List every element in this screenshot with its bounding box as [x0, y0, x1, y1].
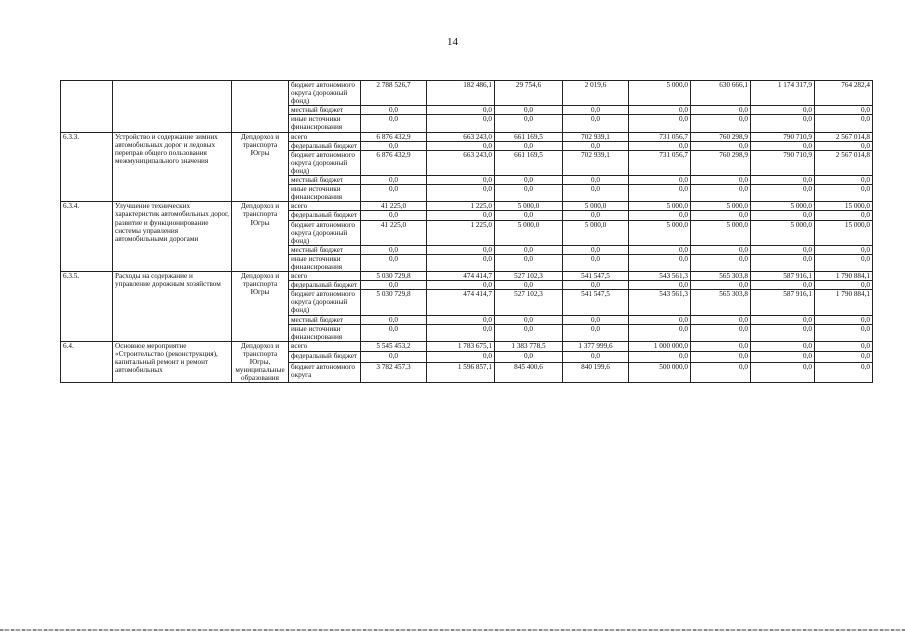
funding-source-cell: федеральный бюджет	[289, 281, 361, 290]
value-cell: 661 169,5	[495, 150, 563, 175]
value-cell: 0,0	[815, 211, 873, 220]
value-cell: 0,0	[815, 324, 873, 341]
value-cell: 663 243,0	[427, 150, 495, 175]
value-cell: 0,0	[691, 211, 751, 220]
value-cell: 0,0	[751, 176, 815, 185]
value-cell: 0,0	[815, 281, 873, 290]
value-cell: 6 876 432,9	[361, 150, 427, 175]
value-cell: 5 000,0	[691, 202, 751, 211]
funding-source-cell: местный бюджет	[289, 315, 361, 324]
funding-source-cell: федеральный бюджет	[289, 211, 361, 220]
value-cell: 5 000,0	[495, 220, 563, 245]
code-cell: 6.3.5.	[61, 272, 113, 342]
value-cell: 0,0	[815, 176, 873, 185]
value-cell: 1 790 884,1	[815, 290, 873, 315]
value-cell: 587 916,1	[751, 290, 815, 315]
value-cell: 0,0	[563, 324, 629, 341]
value-cell: 0,0	[629, 141, 691, 150]
funding-source-cell: иные источники финансирования	[289, 254, 361, 271]
value-cell: 0,0	[815, 315, 873, 324]
value-cell: 5 000,0	[751, 202, 815, 211]
executor-cell: Депдорхоз и транспорта Югры, муниципальные образования	[232, 341, 289, 382]
value-cell: 0,0	[361, 141, 427, 150]
value-cell: 0,0	[751, 363, 815, 383]
code-cell: 6.3.4.	[61, 202, 113, 272]
value-cell: 0,0	[495, 281, 563, 290]
value-cell: 0,0	[361, 352, 427, 363]
funding-source-cell: бюджет автономного округа (дорожный фонд)	[289, 220, 361, 245]
value-cell: 0,0	[815, 245, 873, 254]
measure-name-cell: Устройство и содержание зимних автомобильных дорог и ледовых переправ общего пользования межмуниципального значения	[113, 132, 232, 202]
value-cell: 0,0	[563, 185, 629, 202]
value-cell: 0,0	[691, 254, 751, 271]
value-cell: 0,0	[691, 141, 751, 150]
value-cell: 731 056,7	[629, 132, 691, 141]
value-cell: 0,0	[563, 281, 629, 290]
value-cell: 0,0	[691, 341, 751, 352]
value-cell: 0,0	[361, 324, 427, 341]
value-cell: 0,0	[751, 315, 815, 324]
value-cell: 0,0	[751, 185, 815, 202]
executor-cell: Депдорхоз и транспорта Югры	[232, 202, 289, 272]
value-cell: 0,0	[815, 341, 873, 352]
value-cell: 500 000,0	[629, 363, 691, 383]
value-cell: 5 000,0	[629, 202, 691, 211]
value-cell: 541 547,5	[563, 272, 629, 281]
value-cell: 0,0	[495, 211, 563, 220]
value-cell: 0,0	[691, 245, 751, 254]
value-cell: 1 000 000,0	[629, 341, 691, 352]
value-cell: 2 019,6	[563, 81, 629, 106]
value-cell: 0,0	[563, 115, 629, 132]
value-cell: 5 000,0	[495, 202, 563, 211]
value-cell: 182 486,1	[427, 81, 495, 106]
funding-source-cell: местный бюджет	[289, 106, 361, 115]
value-cell: 41 225,0	[361, 220, 427, 245]
value-cell: 0,0	[361, 211, 427, 220]
funding-source-cell: иные источники финансирования	[289, 185, 361, 202]
value-cell: 0,0	[495, 352, 563, 363]
value-cell: 0,0	[563, 352, 629, 363]
value-cell: 760 298,9	[691, 132, 751, 141]
funding-source-cell: всего	[289, 341, 361, 352]
funding-source-cell: бюджет автономного округа (дорожный фонд)	[289, 290, 361, 315]
value-cell: 0,0	[427, 141, 495, 150]
value-cell: 2 567 014,8	[815, 132, 873, 141]
value-cell: 0,0	[495, 141, 563, 150]
value-cell: 0,0	[815, 185, 873, 202]
value-cell: 0,0	[563, 141, 629, 150]
value-cell: 630 666,1	[691, 81, 751, 106]
value-cell: 0,0	[427, 211, 495, 220]
value-cell: 0,0	[427, 281, 495, 290]
value-cell: 0,0	[427, 115, 495, 132]
value-cell: 5 545 453,2	[361, 341, 427, 352]
value-cell: 0,0	[361, 245, 427, 254]
value-cell: 0,0	[691, 185, 751, 202]
value-cell: 6 876 432,9	[361, 132, 427, 141]
value-cell: 0,0	[427, 106, 495, 115]
value-cell: 1 383 778,5	[495, 341, 563, 352]
value-cell: 790 710,9	[751, 132, 815, 141]
value-cell: 0,0	[815, 141, 873, 150]
value-cell: 790 710,9	[751, 150, 815, 175]
value-cell: 661 169,5	[495, 132, 563, 141]
value-cell: 543 561,3	[629, 290, 691, 315]
executor-cell: Депдорхоз и транспорта Югры	[232, 132, 289, 202]
value-cell: 543 561,3	[629, 272, 691, 281]
value-cell: 702 939,1	[563, 150, 629, 175]
value-cell: 5 000,0	[563, 220, 629, 245]
value-cell: 0,0	[495, 106, 563, 115]
value-cell: 0,0	[751, 324, 815, 341]
funding-source-cell: бюджет автономного округа	[289, 363, 361, 383]
value-cell: 527 102,3	[495, 272, 563, 281]
value-cell: 0,0	[629, 254, 691, 271]
value-cell: 0,0	[629, 324, 691, 341]
funding-source-cell: иные источники финансирования	[289, 324, 361, 341]
budget-table	[60, 80, 873, 383]
value-cell: 0,0	[563, 176, 629, 185]
value-cell: 0,0	[563, 211, 629, 220]
value-cell: 5 030 729,8	[361, 290, 427, 315]
value-cell: 1 225,0	[427, 202, 495, 211]
value-cell: 3 782 457,3	[361, 363, 427, 383]
value-cell: 474 414,7	[427, 272, 495, 281]
value-cell: 0,0	[691, 352, 751, 363]
value-cell: 565 303,8	[691, 290, 751, 315]
value-cell: 0,0	[691, 106, 751, 115]
value-cell: 0,0	[495, 254, 563, 271]
table-row	[61, 132, 873, 141]
value-cell: 0,0	[691, 115, 751, 132]
value-cell: 0,0	[361, 185, 427, 202]
value-cell: 1 596 857,1	[427, 363, 495, 383]
value-cell: 0,0	[427, 245, 495, 254]
value-cell: 0,0	[691, 315, 751, 324]
value-cell: 541 547,5	[563, 290, 629, 315]
value-cell: 0,0	[427, 315, 495, 324]
value-cell: 0,0	[361, 106, 427, 115]
value-cell: 5 000,0	[751, 220, 815, 245]
value-cell: 0,0	[495, 315, 563, 324]
page-number: 14	[447, 36, 458, 48]
value-cell: 0,0	[495, 176, 563, 185]
value-cell: 0,0	[629, 115, 691, 132]
value-cell: 565 303,8	[691, 272, 751, 281]
measure-name-cell: Основное мероприятие «Строительство (реконструкция), капитальный ремонт и ремонт автомобильных	[113, 341, 232, 382]
value-cell: 0,0	[629, 176, 691, 185]
funding-source-cell: федеральный бюджет	[289, 141, 361, 150]
value-cell: 0,0	[629, 185, 691, 202]
executor-cell	[232, 81, 289, 133]
value-cell: 0,0	[563, 106, 629, 115]
value-cell: 0,0	[691, 324, 751, 341]
value-cell: 0,0	[691, 176, 751, 185]
value-cell: 0,0	[751, 352, 815, 363]
value-cell: 840 199,6	[563, 363, 629, 383]
value-cell: 0,0	[361, 281, 427, 290]
value-cell: 0,0	[629, 315, 691, 324]
value-cell: 0,0	[751, 115, 815, 132]
value-cell: 0,0	[751, 141, 815, 150]
value-cell: 1 225,0	[427, 220, 495, 245]
funding-source-cell: всего	[289, 132, 361, 141]
value-cell: 5 000,0	[629, 81, 691, 106]
table-row	[61, 341, 873, 352]
continuation-row	[61, 81, 873, 106]
value-cell: 0,0	[427, 254, 495, 271]
value-cell: 0,0	[495, 115, 563, 132]
value-cell: 702 939,1	[563, 132, 629, 141]
funding-source-cell: федеральный бюджет	[289, 352, 361, 363]
value-cell: 0,0	[691, 281, 751, 290]
value-cell: 0,0	[495, 185, 563, 202]
code-cell: 6.4.	[61, 341, 113, 382]
value-cell: 2 788 526,7	[361, 81, 427, 106]
value-cell: 5 000,0	[563, 202, 629, 211]
value-cell: 0,0	[629, 245, 691, 254]
value-cell: 0,0	[751, 106, 815, 115]
value-cell: 0,0	[629, 281, 691, 290]
value-cell: 1 377 999,6	[563, 341, 629, 352]
value-cell: 0,0	[427, 185, 495, 202]
value-cell: 0,0	[691, 363, 751, 383]
code-cell: 6.3.3.	[61, 132, 113, 202]
value-cell: 0,0	[751, 254, 815, 271]
value-cell: 41 225,0	[361, 202, 427, 211]
value-cell: 1 783 675,1	[427, 341, 495, 352]
measure-name-cell: Улучшение технических характеристик автомобильных дорог, развитие и функционирование системы управления автомобильными дорогами	[113, 202, 232, 272]
value-cell: 0,0	[495, 324, 563, 341]
measure-name-cell	[113, 81, 232, 133]
value-cell: 0,0	[751, 211, 815, 220]
value-cell: 0,0	[629, 211, 691, 220]
value-cell: 663 243,0	[427, 132, 495, 141]
value-cell: 5 000,0	[629, 220, 691, 245]
value-cell: 474 414,7	[427, 290, 495, 315]
value-cell: 760 298,9	[691, 150, 751, 175]
value-cell: 0,0	[629, 352, 691, 363]
value-cell: 2 567 014,8	[815, 150, 873, 175]
measure-name-cell: Расходы на содержание и управление дорожным хозяйством	[113, 272, 232, 342]
value-cell: 0,0	[427, 352, 495, 363]
value-cell: 0,0	[361, 315, 427, 324]
funding-source-cell: бюджет автономного округа (дорожный фонд)	[289, 150, 361, 175]
value-cell: 731 056,7	[629, 150, 691, 175]
table-body	[61, 81, 873, 383]
value-cell: 0,0	[427, 324, 495, 341]
value-cell: 0,0	[427, 176, 495, 185]
value-cell: 587 916,1	[751, 272, 815, 281]
value-cell: 527 102,3	[495, 290, 563, 315]
funding-source-cell: всего	[289, 202, 361, 211]
value-cell: 15 000,0	[815, 220, 873, 245]
code-cell	[61, 81, 113, 133]
value-cell: 845 400,6	[495, 363, 563, 383]
scan-artifact-line	[0, 629, 905, 631]
funding-source-cell: местный бюджет	[289, 176, 361, 185]
value-cell: 5 000,0	[691, 220, 751, 245]
value-cell: 0,0	[563, 245, 629, 254]
value-cell: 0,0	[495, 245, 563, 254]
funding-source-cell: местный бюджет	[289, 245, 361, 254]
funding-source-cell: всего	[289, 272, 361, 281]
value-cell: 0,0	[815, 363, 873, 383]
value-cell: 0,0	[751, 341, 815, 352]
value-cell: 0,0	[563, 254, 629, 271]
value-cell: 764 282,4	[815, 81, 873, 106]
value-cell: 0,0	[815, 115, 873, 132]
value-cell: 29 754,6	[495, 81, 563, 106]
funding-source-cell: бюджет автономного округа (дорожный фонд)	[289, 81, 361, 106]
value-cell: 15 000,0	[815, 202, 873, 211]
value-cell: 0,0	[563, 315, 629, 324]
value-cell: 0,0	[815, 254, 873, 271]
value-cell: 0,0	[815, 106, 873, 115]
value-cell: 1 174 317,9	[751, 81, 815, 106]
value-cell: 0,0	[815, 352, 873, 363]
value-cell: 0,0	[751, 281, 815, 290]
value-cell: 0,0	[751, 245, 815, 254]
value-cell: 0,0	[361, 176, 427, 185]
value-cell: 0,0	[361, 254, 427, 271]
value-cell: 0,0	[629, 106, 691, 115]
executor-cell: Депдорхоз и транспорта Югры	[232, 272, 289, 342]
table-row	[61, 272, 873, 281]
value-cell: 1 790 884,1	[815, 272, 873, 281]
value-cell: 5 030 729,8	[361, 272, 427, 281]
funding-source-cell: иные источники финансирования	[289, 115, 361, 132]
table-row	[61, 202, 873, 211]
value-cell: 0,0	[361, 115, 427, 132]
